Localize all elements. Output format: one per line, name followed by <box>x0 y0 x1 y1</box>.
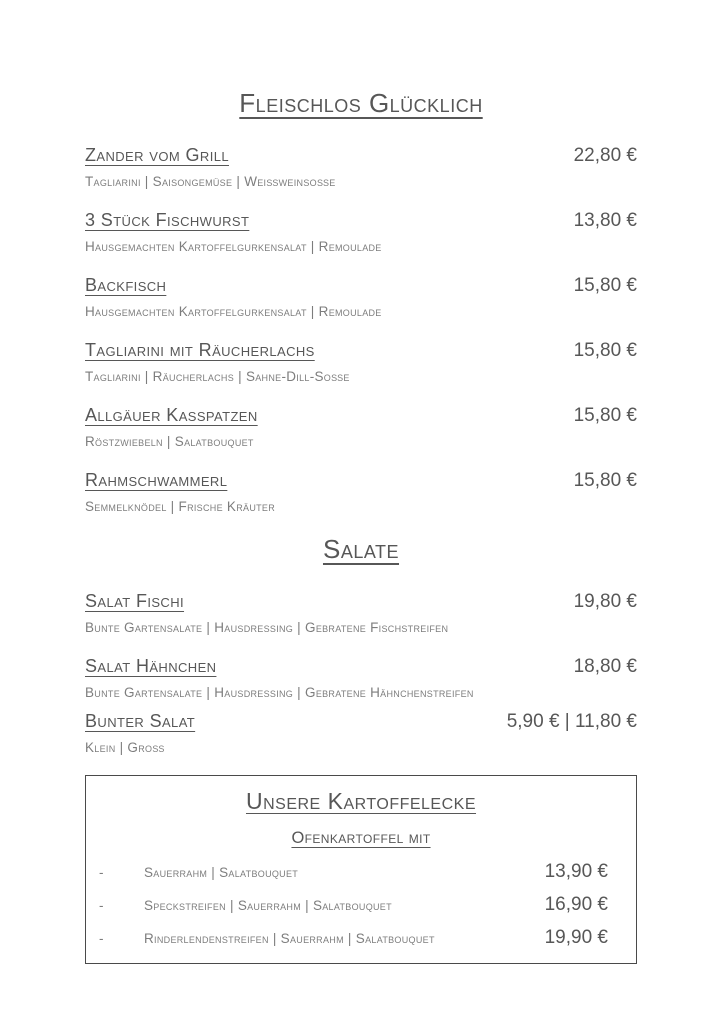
item-name: Rahmschwammerl <box>85 470 228 490</box>
item-price: 15,80 € <box>573 340 637 361</box>
menu-item-backfisch <box>85 274 637 319</box>
item-price: 15,80 € <box>573 470 637 491</box>
section-title-salate <box>85 534 637 564</box>
box-item-description: Sauerrahm | Salatbouquet <box>144 865 299 880</box>
item-name: Allgäuer Kasspatzen <box>85 405 258 425</box>
menu-item-fischwurst <box>85 209 637 254</box>
item-price: 22,80 € <box>573 145 637 166</box>
box-item-price: 16,90 € <box>544 894 608 915</box>
item-row <box>85 404 637 427</box>
item-name: Zander vom Grill <box>85 145 229 165</box>
item-row <box>85 710 637 733</box>
bullet-dash: - <box>99 931 104 946</box>
box-subtitle-ofenkartoffel-mit <box>86 828 636 848</box>
item-row <box>85 339 637 362</box>
item-price: 18,80 € <box>573 656 637 677</box>
item-name: Backfisch <box>85 275 167 295</box>
item-description: Tagliarini | Saisongemüse | Weißweinsoße <box>85 174 336 189</box>
bullet-dash: - <box>99 898 104 913</box>
item-description: Bunte Gartensalate | Hausdressing | Gebratene Hähnchenstreifen <box>85 685 474 700</box>
item-description: Tagliarini | Räucherlachs | Sahne-Dill-Soße <box>85 369 350 384</box>
item-name: 3 Stück Fischwurst <box>85 210 250 230</box>
menu-item-bunter-salat <box>85 710 637 755</box>
kartoffelecke-box <box>85 775 637 964</box>
item-row <box>85 144 637 167</box>
item-name: Bunter Salat <box>85 711 196 731</box>
bullet-dash: - <box>99 865 104 880</box>
box-row-rinderlendenstreifen <box>86 928 636 947</box>
item-description: Klein | Groß <box>85 740 165 755</box>
box-item-price: 19,90 € <box>544 927 608 948</box>
section-title-text: Fleischlos Glücklich <box>239 88 483 118</box>
menu-item-zander-vom-grill <box>85 144 637 189</box>
box-subtitle-text: Ofenkartoffel mit <box>291 829 431 847</box>
section-title-fleischlos-gluecklich <box>85 88 637 118</box>
item-name: Salat Hähnchen <box>85 656 217 676</box>
box-title-unsere-kartoffelecke <box>86 787 636 815</box>
box-title-text: Unsere Kartoffelecke <box>245 788 477 814</box>
box-item-price: 13,90 € <box>544 861 608 882</box>
item-name: Salat Fischi <box>85 591 185 611</box>
item-description: Hausgemachten Kartoffelgurkensalat | Remoulade <box>85 304 382 319</box>
box-item-description: Speckstreifen | Sauerrahm | Salatbouquet <box>144 898 392 913</box>
item-name: Tagliarini mit Räucherlachs <box>85 340 315 360</box>
item-row <box>85 655 637 678</box>
item-description: Röstzwiebeln | Salatbouquet <box>85 434 254 449</box>
box-item-description: Rinderlendenstreifen | Sauerrahm | Salatbouquet <box>144 931 435 946</box>
menu-item-allgaeuer-kasspatzen <box>85 404 637 449</box>
item-row <box>85 590 637 613</box>
item-price: 15,80 € <box>573 405 637 426</box>
item-description: Hausgemachten Kartoffelgurkensalat | Remoulade <box>85 239 382 254</box>
menu-item-salat-fischi <box>85 590 637 635</box>
box-row-speckstreifen <box>86 895 636 914</box>
item-row <box>85 209 637 232</box>
item-price: 13,80 € <box>573 210 637 231</box>
item-description: Semmelknödel | Frische Kräuter <box>85 499 276 514</box>
menu-item-rahmschwammerl <box>85 469 637 514</box>
item-price: 15,80 € <box>573 275 637 296</box>
menu-item-tagliarini-raeucherlachs <box>85 339 637 384</box>
item-row <box>85 274 637 297</box>
item-price: 5,90 € | 11,80 € <box>506 711 637 732</box>
item-price: 19,80 € <box>573 591 637 612</box>
box-row-sauerrahm <box>86 862 636 881</box>
section-title-text: Salate <box>322 534 400 564</box>
menu-item-salat-haehnchen <box>85 655 637 700</box>
item-row <box>85 469 637 492</box>
item-description: Bunte Gartensalate | Hausdressing | Gebratene Fischstreifen <box>85 620 449 635</box>
